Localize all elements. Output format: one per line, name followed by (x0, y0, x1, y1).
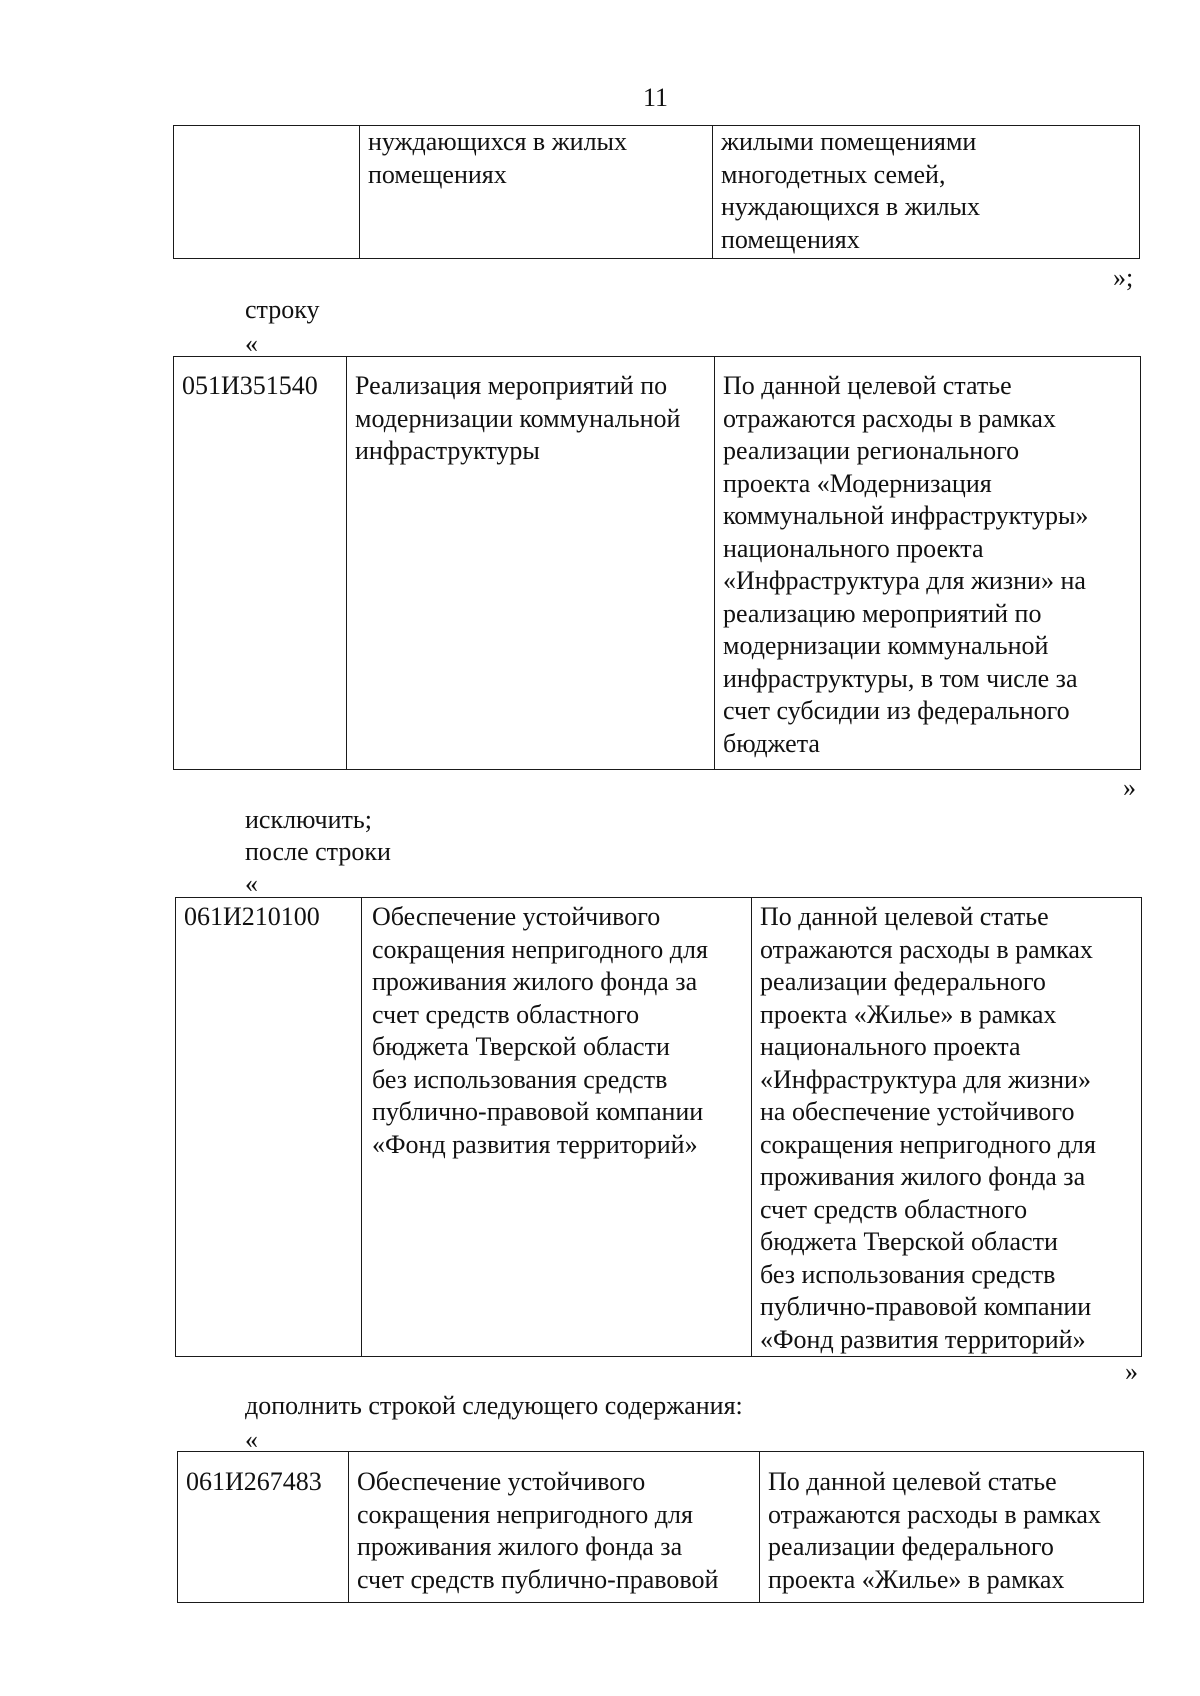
table-excluded-row (173, 356, 1141, 770)
name-cell: Обеспечение устойчивого сокращения непригодного для проживания жилого фонда за счет средств областного бюджета Тверской области без использования средств публично-правовой компании «Фонд развития территорий» (362, 898, 752, 1357)
code-cell: 061И267483 (178, 1452, 349, 1603)
description-cell: По данной целевой статье отражаются расходы в рамках реализации федерального проекта «Жилье» в рамках национального проекта «Инфраструктура для жизни» на обеспечение устойчивого сокращения непригодного для проживания жилого фонда за счет средств областного бюджета Тверской области без использования средств публично-правовой компании «Фонд развития территорий» (752, 898, 1142, 1357)
opening-quote: « (245, 329, 258, 358)
table-continuation (173, 125, 1140, 259)
table-after-row (175, 897, 1142, 1357)
table-row (174, 126, 1140, 259)
paragraph-stroku: строку (245, 295, 320, 324)
table-new-row (177, 1451, 1144, 1603)
opening-quote: « (245, 869, 258, 898)
code-cell (174, 126, 360, 259)
paragraph-isklyuchit: исключить; (245, 805, 372, 834)
name-cell: нуждающихся в жилых помещениях (360, 126, 713, 259)
table-row (176, 898, 1142, 1357)
page-number: 11 (643, 83, 669, 112)
closing-quote: » (1123, 773, 1136, 802)
description-cell: По данной целевой статье отражаются расходы в рамках реализации регионального проекта «Модернизация коммунальной инфраструктуры» национального проекта «Инфраструктура для жизни» на реализацию мероприятий по модернизации коммунальной инфраструктуры, в том числе за счет субсидии из федерального бюджета (715, 357, 1141, 770)
closing-quote: »; (1113, 263, 1134, 292)
paragraph-posle-stroki: после строки (245, 837, 391, 866)
opening-quote: « (245, 1425, 258, 1454)
name-cell: Обеспечение устойчивого сокращения непригодного для проживания жилого фонда за счет средств публично-правовой (349, 1452, 760, 1603)
name-cell: Реализация мероприятий по модернизации коммунальной инфраструктуры (347, 357, 715, 770)
table-row (178, 1452, 1144, 1603)
table-row (174, 357, 1141, 770)
closing-quote: » (1125, 1357, 1138, 1386)
description-cell: жилыми помещениями многодетных семей, нуждающихся в жилых помещениях (713, 126, 1140, 259)
description-cell: По данной целевой статье отражаются расходы в рамках реализации федерального проекта «Жилье» в рамках (760, 1452, 1144, 1603)
code-cell: 061И210100 (176, 898, 362, 1357)
paragraph-dopolnit: дополнить строкой следующего содержания: (245, 1391, 743, 1420)
code-cell: 051И351540 (174, 357, 347, 770)
